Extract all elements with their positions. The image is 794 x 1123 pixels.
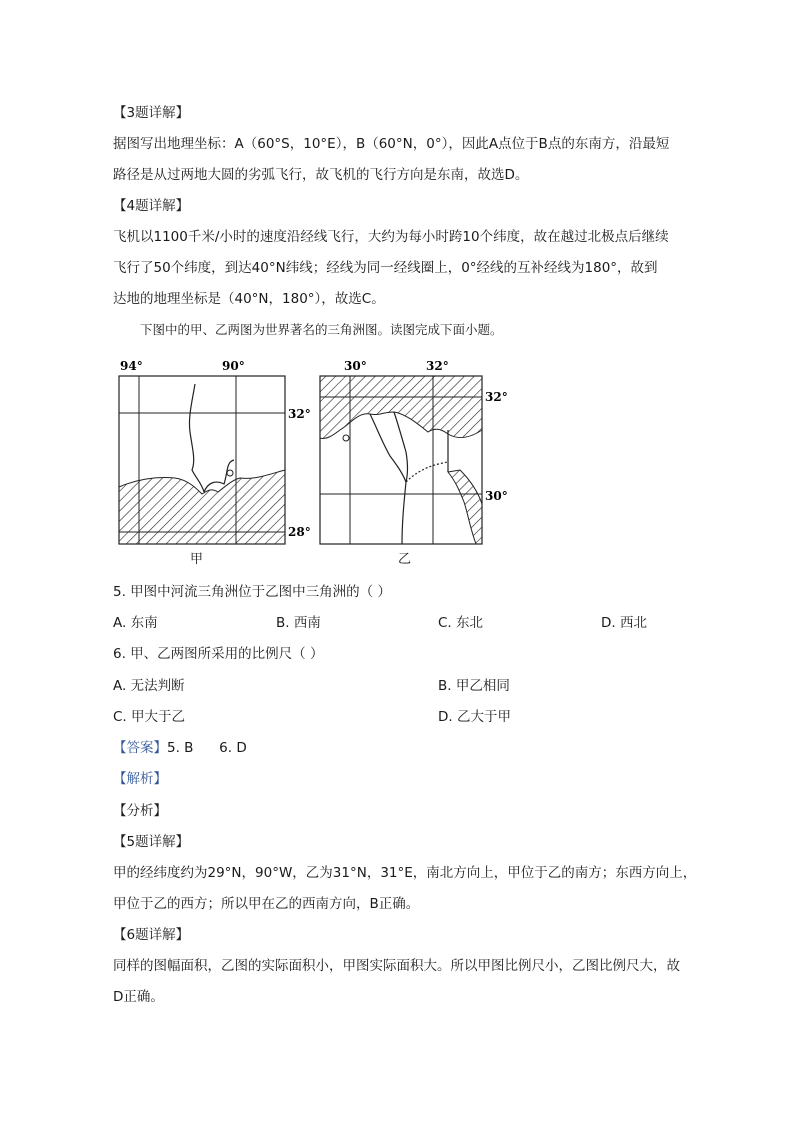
yi-nile-west: [370, 414, 406, 482]
map-yi: [310, 352, 530, 567]
jia-river: [189, 384, 204, 492]
question5-option-d: D. 西北: [601, 615, 647, 631]
question6-option-b: B. 甲乙相同: [438, 678, 510, 694]
q5-line-1: 甲的经纬度约为29°N，90°W，乙为31°N，31°E，南北方向上，甲位于乙的南方；东西方向上，: [113, 865, 697, 881]
jia-caption: 甲: [190, 552, 204, 567]
map-intro: 下图中的甲、乙两图为世界著名的三角洲图。读图完成下面小题。: [140, 322, 503, 337]
q3-line-1: 据图写出地理坐标：A（60°S，10°E），B（60°N，0°），因此A点位于B点的东南方，沿最短: [113, 136, 670, 152]
question6-stem: 6. 甲、乙两图所采用的比例尺（ ）: [113, 646, 324, 662]
question5-option-c: C. 东北: [438, 615, 484, 631]
answer-label: 【答案】: [113, 740, 167, 756]
q5-line-2: 甲位于乙的西方；所以甲在乙的西南方向，B正确。: [113, 896, 420, 912]
question6-option-d: D. 乙大于甲: [438, 709, 511, 725]
yi-sea: [320, 376, 482, 439]
answer-text: 5. B 6. D: [167, 740, 247, 756]
q4-header: 【4题详解】: [113, 198, 190, 214]
jia-lake: [227, 470, 233, 476]
q3-header: 【3题详解】: [113, 105, 190, 121]
q6-line-2: D正确。: [113, 989, 164, 1005]
q5-header: 【5题详解】: [113, 834, 190, 850]
answer-row: [113, 739, 247, 757]
jia-lon-90: 90°: [222, 359, 245, 373]
jia-sea: [119, 470, 285, 544]
q4-line-1: 飞机以1100千米/小时的速度沿经线飞行，大约为每小时跨10个纬度，故在越过北极点后继续: [113, 229, 669, 245]
yi-lat-30: 30°: [485, 489, 508, 503]
map-jia: [100, 352, 325, 567]
q6-line-1: 同样的图幅面积，乙图的实际面积小，甲图实际面积大。所以甲图比例尺小，乙图比例尺大，故: [113, 958, 680, 974]
yi-lon-30: 30°: [344, 359, 367, 373]
q4-line-3: 达地的地理坐标是（40°N，180°），故选C。: [113, 291, 385, 307]
yi-lat-32: 32°: [485, 390, 508, 404]
question5-option-b: B. 西南: [276, 615, 321, 631]
question6-option-a: A. 无法判断: [113, 678, 185, 694]
question5-option-a: A. 东南: [113, 615, 158, 631]
question6-option-c: C. 甲大于乙: [113, 709, 186, 725]
yi-caption: 乙: [398, 552, 412, 567]
yi-nile-main: [402, 482, 406, 544]
jia-lon-94: 94°: [120, 359, 143, 373]
yi-canal: [406, 462, 448, 482]
q6-header: 【6题详解】: [113, 927, 190, 943]
q3-line-2: 路径是从过两地大圆的劣弧飞行，故飞机的飞行方向是东南，故选D。: [113, 167, 529, 183]
q4-line-2: 飞行了50个纬度，到达40°N纬线；经线为同一经线圈上，0°经线的互补经线为180°，故到: [113, 260, 658, 276]
jia-lat-28: 28°: [288, 525, 311, 539]
yi-lon-32: 32°: [426, 359, 449, 373]
yi-red-sea: [448, 470, 482, 544]
jia-lat-32: 32°: [288, 407, 311, 421]
analysis-label: 【解析】: [113, 771, 167, 787]
fenxi-label: 【分析】: [113, 803, 167, 819]
question5-stem: 5. 甲图中河流三角洲位于乙图中三角洲的（ ）: [113, 584, 391, 600]
yi-lake: [343, 435, 349, 441]
